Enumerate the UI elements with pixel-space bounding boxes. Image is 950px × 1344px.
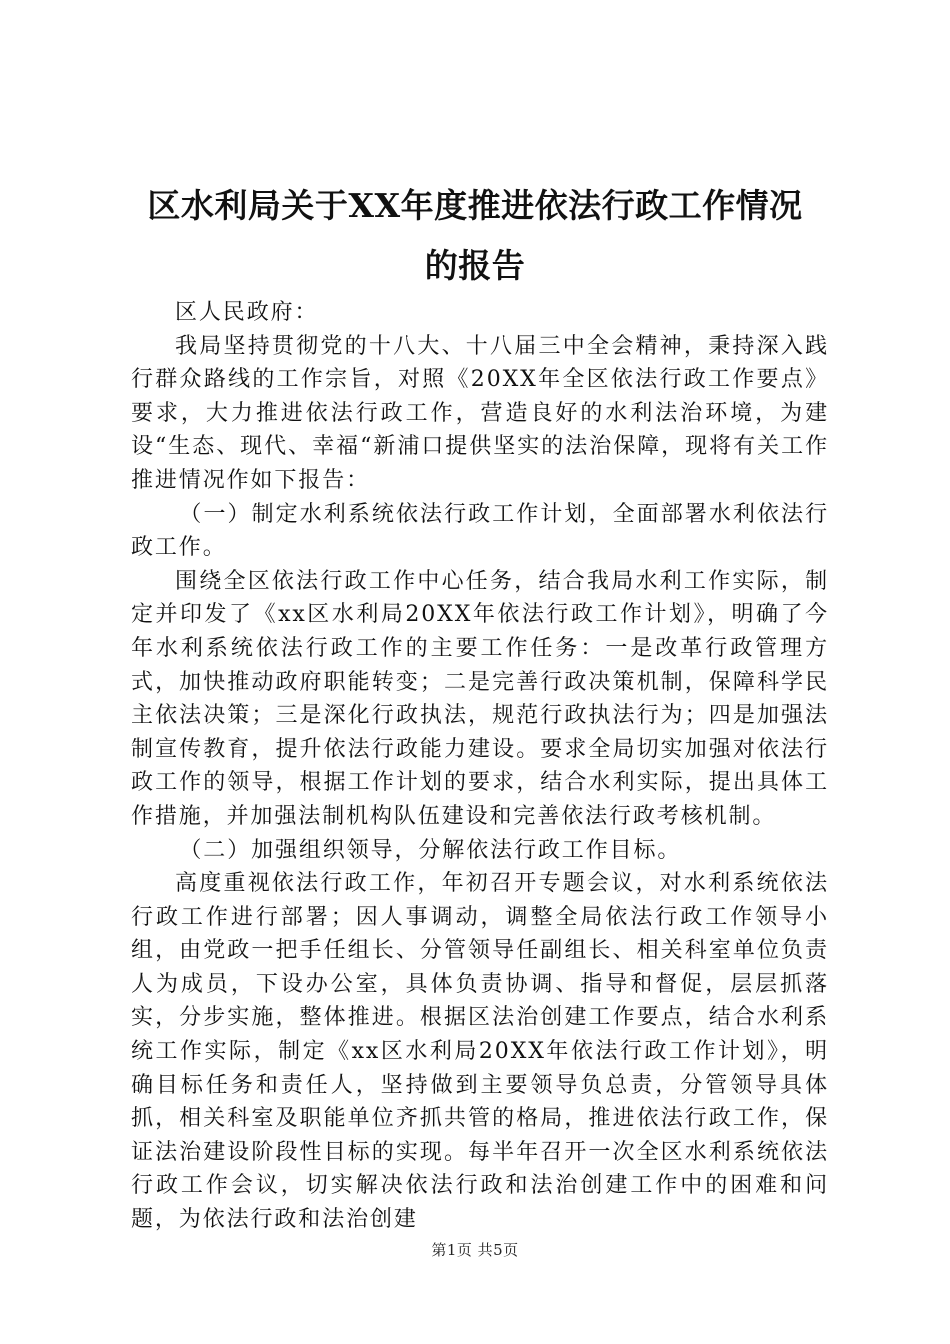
page-footer: 第1页 共5页 [431,1241,519,1259]
document-title-line-1: 区水利局关于XX年度推进依法行政工作情况 [147,186,803,225]
body-paragraph-intro: 我局坚持贯彻党的十八大、十八届三中全会精神，秉持深入践行群众路线的工作宗旨，对照《20XX年全区依法行政工作要点》要求，大力推进依法行政工作，营造良好的水利法治环境，为建设“生态、现代、幸福“新浦口提供坚实的法治保障，现将有关工作推进情况作如下报告： [131,333,829,493]
body-paragraph-section-2: 高度重视依法行政工作，年初召开专题会议，对水利系统依法行政工作进行部署；因人事调动，调整全局依法行政工作领导小组，由党政一把手任组长、分管领导任副组长、相关科室单位负责人为成员，下设办公室，具体负责协调、指导和督促，层层抓落实，分步实施，整体推进。根据区法治创建工作要点，结合水利系统工作实际，制定《xx区水利局20XX年依法行政工作计划》，明确目标任务和责任人，坚持做到主要领导负总责，分管领导具体抓，相关科室及职能单位齐抓共管的格局，推进依法行政工作，保证法治建设阶段性目标的实现。每半年召开一次全区水利系统依法行政工作会议，切实解决依法行政和法治创建工作中的困难和问题，为依法行政和法治创建 [131,871,829,1233]
body-paragraph-section-1: 围绕全区依法行政工作中心任务，结合我局水利工作实际，制定并印发了《xx区水利局20XX年依法行政工作计划》，明确了今年水利系统依法行政工作的主要工作任务：一是改革行政管理方式，加快推动政府职能转变；二是完善行政决策机制，保障科学民主依法决策；三是深化行政执法，规范行政执法行为；四是加强法制宣传教育，提升依法行政能力建设。要求全局切实加强对依法行政工作的领导，根据工作计划的要求，结合水利实际，提出具体工作措施，并加强法制机构队伍建设和完善依法行政考核机制。 [131,568,829,829]
document-body [131,296,829,1237]
section-heading-1: （一）制定水利系统依法行政工作计划，全面部署水利依法行政工作。 [131,501,829,561]
section-heading-2: （二）加强组织领导，分解依法行政工作目标。 [179,837,682,863]
salutation: 区人民政府： [175,300,319,325]
document-title-line-2: 的报告 [424,246,526,285]
